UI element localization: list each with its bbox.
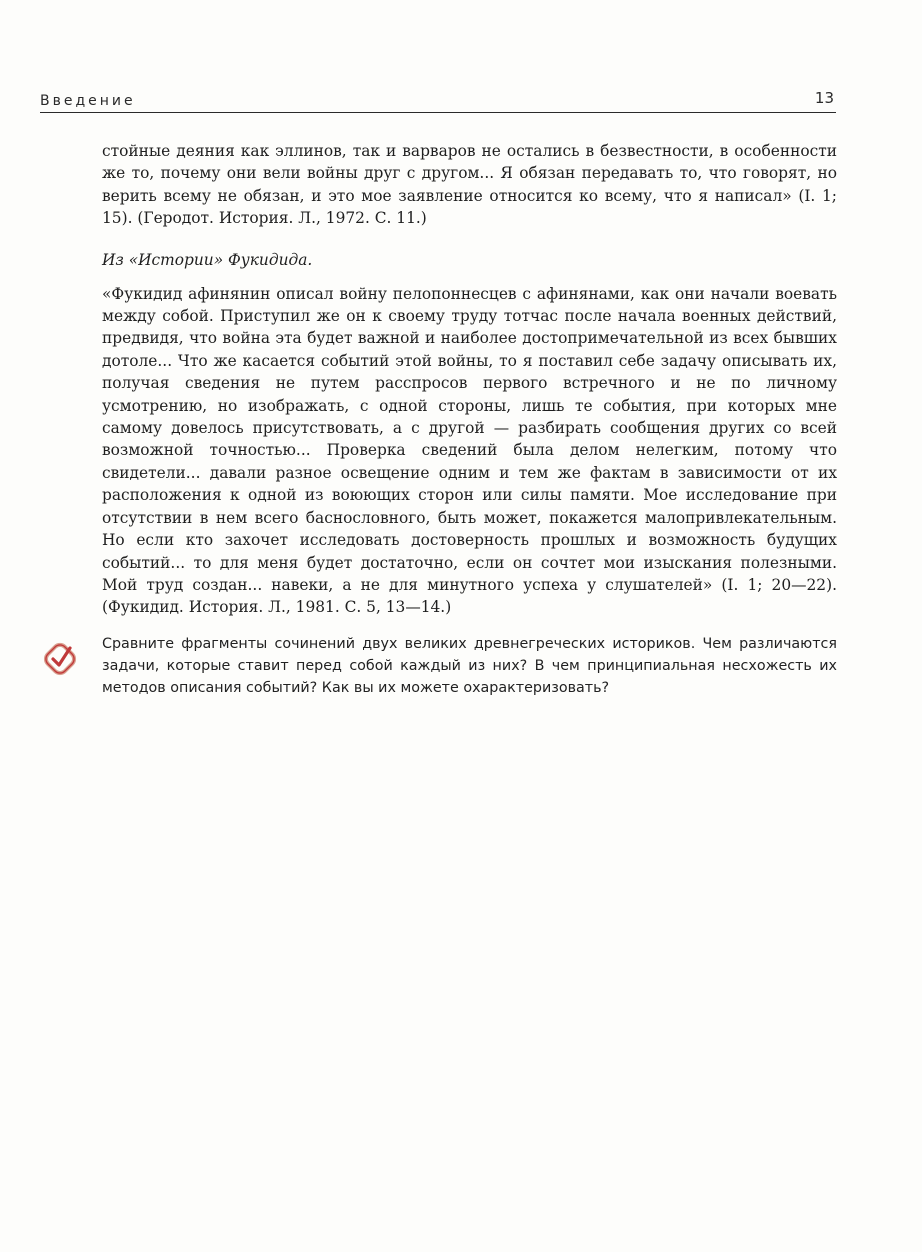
- task-question: Сравните фрагменты сочинений двух великих древнегреческих историков. Чем различаются задачи, которые ставит перед собой каждый из них? В чем принципиальная несхожесть их методов описания событий? Как вы их можете охарактеризовать?: [102, 636, 837, 696]
- thucydides-heading: Из «Истории» Фукидида.: [102, 250, 313, 269]
- running-header: [40, 86, 836, 113]
- herodotus-quote-ending: стойные деяния как эллинов, так и варваров не остались в безвестности, в особенности же то, почему они вели войны друг с другом... Я обязан передавать то, что говорят, но верить всему не обязан, и это мое заявление относится ко всему, что я написал» (I. 1; 15). (Геродот. История. Л., 1972. С. 11.): [102, 142, 837, 228]
- main-text: [102, 140, 837, 619]
- thucydides-quote: «Фукидид афинянин описал войну пелопоннесцев с афинянами, как они начали воевать между собой. Приступил же он к своему труду тотчас после начала военных действий, предвидя, что война эта будет важной и наиболее достопримечательной из всех бывших дотоле... Что же касается событий этой войны, то я поставил себе задачу описывать их, получая сведения не путем расспросов первого встречного и не по личному усмотрению, но изображать, с одной стороны, лишь те события, при которых мне самому довелось присутствовать, а с другой — разбирать сообщения других со всей возможной точностью... Проверка сведений была делом нелегким, потому что свидетели... давали разное освещение одним и тем же фактам в зависимости от их расположения к одной из воюющих сторон или силы памяти. Мое исследование при отсутствии в нем всего баснословного, быть может, покажется малопривлекательным. Но если кто захочет исследовать достоверность прошлых и возможность будущих событий... то для меня будет достаточно, если он сочтет мои изыскания полезными. Мой труд создан... навеки, а не для минутного успеха у слушателей» (I. 1; 20—22). (Фукидид. История. Л., 1981. С. 5, 13—14.): [102, 284, 837, 617]
- task-block: [40, 633, 837, 699]
- section-title: Введение: [40, 93, 136, 109]
- checkmark-task-icon: [40, 639, 80, 679]
- page-number: 13: [814, 89, 834, 107]
